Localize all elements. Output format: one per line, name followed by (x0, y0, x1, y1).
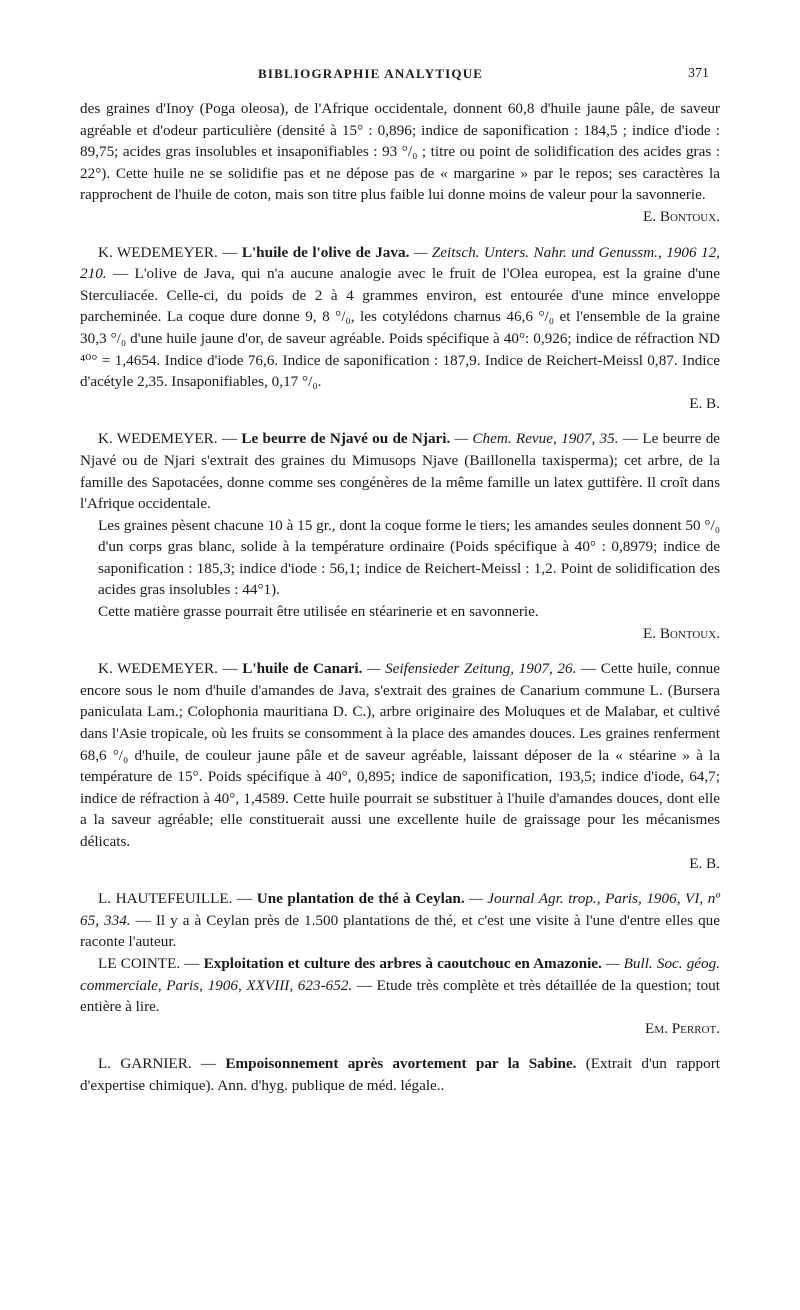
entry-source: — Zeitsch. Unters. Nahr. und Genussm., 1906 12, 210. (80, 243, 721, 283)
entry-paragraph: Les graines pèsent chacune 10 à 15 gr., dont la coque forme le tiers; les amandes seules donnent 50 °/₀ d'un corps gras blanc, solide à la température ordinaire (Poids spécifique à 40° : 0,8979; indice de saponification : 185,3; indice d'iode : 56,1; indice de Reichert-Meissl : 1,2. Point de solidification des acides gras insolubles : 44°1). (98, 516, 720, 599)
entry-paragraph: des graines d'Inoy (Poga oleosa), de l'Afrique occidentale, donnent 60,8 d'huile jaune pâle, de saveur agréable et d'odeur particulière (densité à 15° : 0,896; indice de saponification : 184,5 ; indice d'iode : 89,75; acides gras insolubles et insaponifiables : 93 °/₀ ; titre ou point de solidification des acides gras : 22°). Cette huile ne se solidifie pas et ne dépose pas de « margarine » par le repos; ses caractères la rapprochent de l'huile de coton, mais son titre plus faible lui donne moins de valeur pour la savonnerie. (80, 100, 720, 204)
entry-source: — Seifensieder Zeitung, 1907, 26. (366, 660, 577, 678)
entry-title: Exploitation et culture des arbres à caoutchouc en Amazonie. (203, 954, 602, 972)
entry-paragraph: — Il y a à Ceylan près de 1.500 plantations de thé, et c'est une visite à l'une d'entre elles que raconte l'auteur. (80, 911, 721, 951)
entry-ceylan (80, 888, 720, 953)
entry-poga-oleosa (80, 98, 720, 228)
page-number: 371 (688, 66, 709, 81)
entry-source: (Extrait d'un rapport d'expertise chimique). Ann. d'hyg. publique de méd. légale.. (80, 1055, 720, 1094)
entry-njave (80, 428, 720, 644)
entry-author: LE COINTE. — (98, 954, 200, 972)
entry-paragraph: — Le beurre de Njavé ou de Njari s'extrait des graines du Mimusops Njave (Baillonella taxisperma); cet arbre, de la famille des Sapotacées, donne comme ses congénères de la même famille un latex guttifère. Il croît dans l'Afrique occidentale. (80, 430, 721, 513)
entry-paragraph: — Etude très complète et très détaillée de la question; tout entière à lire. (80, 976, 721, 1016)
entry-title: L'huile de Canari. (242, 660, 363, 678)
entry-paragraph: — L'olive de Java, qui n'a aucune analogie avec le fruit de l'Olea europea, est la graine d'une Sterculiacée. Celle-ci, du poids de 2 à 4 grammes environ, est entourée d'une mince enveloppe parcheminée. La coque dure donne 9, 8 °/₀, les cotylédons charnus 46,6 °/₀ et l'ensemble de la graine 30,3 °/₀ d'une huile jaune d'or, de saveur agréable. Poids spécifique à 40°: 0,926; indice de réfraction ND ⁴⁰° = 1,4654. Indice d'iode 76,6. Indice de saponification : 187,9. Indice de Reichert-Meissl 0,87. Indice d'acétyle 2,35. Insaponifiables, 0,17 °/₀. (80, 265, 720, 391)
entry-title: L'huile de l'olive de Java. (241, 243, 410, 261)
entry-signature: E. B. (689, 854, 720, 872)
entry-source: — Journal Agr. trop., Paris, 1906, VI, nº 65, 334. (80, 890, 721, 929)
running-head (0, 66, 800, 88)
entry-paragraph: — Cette huile, connue encore sous le nom d'huile d'amandes de Java, s'extrait des graines de Canarium commune L. (Bursera paniculata Lam.; Colophonia mauritiana D. C.), arbre originaire des Moluques et de Malabar, et cultivé dans l'Asie tropicale, où les fruits se consomment à la place des amandes douces. Les graines renferment 68,6 °/₀ d'huile, de couleur jaune pâle et de saveur agréable, laissant déposer de la « stéarine » à la température de 15°. Poids spécifique à 40°, 0,895; indice de saponification, 193,5; indice d'iode, 64,7; indice de réfraction à 40°, 1,4589. Cette huile pourrait se substituer à l'huile d'amandes douces, dont elle a la saveur agréable; elle constituerait aussi une excellente huile de graissage pour les mécanismes délicats. (80, 660, 721, 850)
entry-olive-de-java (80, 242, 720, 415)
entry-signature: E. B. (689, 394, 720, 412)
entry-amazonie (80, 953, 720, 1039)
entry-canari (80, 658, 720, 874)
entry-title: Une plantation de thé à Ceylan. (256, 890, 465, 908)
entry-author: K. WEDEMEYER. — (98, 660, 238, 678)
entry-author: L. HAUTEFEUILLE. — (98, 890, 253, 908)
entry-author: K. WEDEMEYER. — (98, 430, 238, 448)
body-text (80, 98, 720, 1111)
entry-title: Le beurre de Njavé ou de Njari. (241, 430, 451, 448)
entry-signature: E. Bontoux. (642, 207, 720, 225)
running-title: BIBLIOGRAPHIE ANALYTIQUE (258, 66, 484, 81)
entry-author: K. WEDEMEYER. — (98, 243, 238, 261)
entry-paragraph: Cette matière grasse pourrait être utilisée en stéarinerie et en savonnerie. (98, 603, 539, 621)
entry-signature: Em. Perrot. (645, 1019, 720, 1037)
entry-signature: E. Bontoux. (642, 624, 720, 642)
entry-sabine (80, 1053, 720, 1096)
entry-author: L. GARNIER. — (98, 1055, 217, 1073)
entry-source: — Chem. Revue, 1907, 35. (454, 430, 619, 448)
entry-source: — Bull. Soc. géog. commerciale, Paris, 1906, XXVIII, 623-652. (80, 954, 721, 994)
entry-title: Empoisonnement après avortement par la Sabine. (225, 1055, 577, 1073)
